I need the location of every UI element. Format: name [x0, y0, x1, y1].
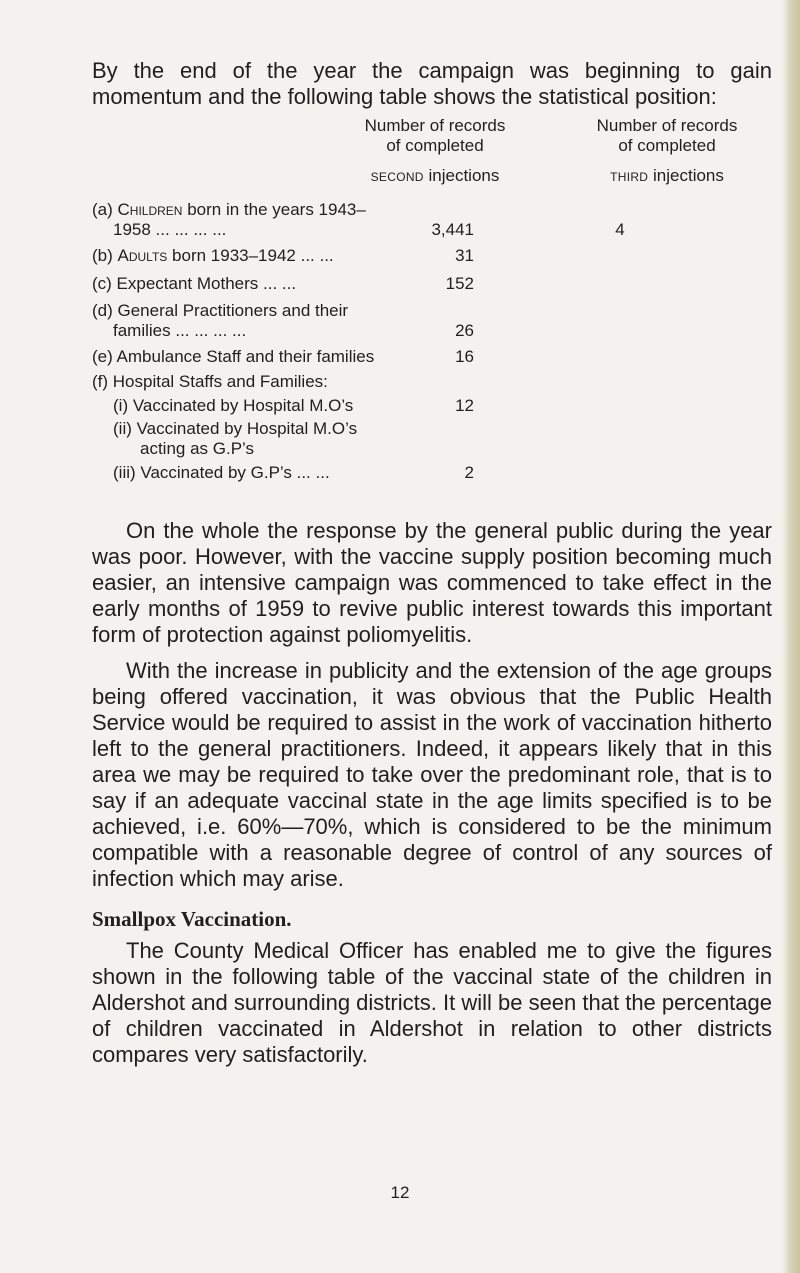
header-line: second [370, 166, 424, 185]
row-keyword: Adults [117, 246, 168, 265]
header-line: injections [648, 166, 724, 185]
row-text: born 1933–1942 [167, 246, 296, 265]
row-label [92, 200, 442, 240]
page-number: 12 [390, 1183, 410, 1202]
header-line: of completed [386, 136, 484, 155]
row-label [92, 419, 442, 459]
value-second: 12 [455, 396, 474, 415]
intro-paragraph: By the end of the year the campaign was beginning to gain momentum and the following table shows the statistical position: [92, 58, 772, 109]
column-header-second-injections [315, 116, 555, 186]
row-text: (i) Vaccinated by Hospital M.O’s [113, 396, 354, 415]
row-text: 1958 [113, 220, 151, 239]
row-label [92, 372, 442, 392]
row-label [92, 396, 442, 416]
header-line: third [610, 166, 649, 185]
value-second: 31 [455, 246, 474, 265]
dot-leader: ... ... [295, 246, 334, 265]
document-page [92, 58, 772, 1078]
row-label [92, 301, 442, 341]
row-prefix: (a) [92, 200, 113, 219]
row-text: acting as G.P’s [140, 439, 255, 458]
value-second: 2 [464, 463, 474, 482]
row-text: families [113, 321, 171, 340]
row-label [92, 246, 442, 266]
paragraph: On the whole the response by the general public during the year was poor. However, with the vaccine supply position becoming much easier, an intensive campaign was commenced to take effect in the early months of 1959 to revive public interest towards this important form of protection against poliomyelitis. [92, 518, 772, 647]
row-prefix: (b) [92, 246, 113, 265]
dot-leader: ... ... ... ... [170, 321, 247, 340]
row-label [92, 463, 442, 483]
row-text: (c) Expectant Mothers [92, 274, 259, 293]
row-keyword: Children [117, 200, 183, 219]
header-line: Number of records [364, 116, 506, 135]
dot-leader: ... ... [258, 274, 297, 293]
paragraph: The County Medical Officer has enabled me to give the figures shown in the following table of the vaccinal state of the children in Aldershot and surrounding districts. It will be seen that the percentage of children vaccinated in Aldershot in relation to other districts compares very satisfactorily. [92, 938, 772, 1067]
row-text: (iii) Vaccinated by G.P’s [113, 463, 292, 482]
header-line: Number of records [596, 116, 738, 135]
page-edge-shadow [782, 0, 800, 1273]
row-text: (f) Hospital Staffs and Families: [92, 372, 328, 391]
value-second: 3,441 [431, 220, 474, 239]
column-header-third-injections [542, 116, 792, 186]
header-line: of completed [618, 136, 716, 155]
value-third: 4 [615, 220, 625, 239]
section-heading: Smallpox Vaccination. [92, 907, 292, 931]
paragraph: With the increase in publicity and the extension of the age groups being offered vaccination, it was obvious that the Public Health Service would be required to assist in the work of vaccination hitherto left to the general practitioners. Indeed, it appears likely that in this area we may be required to take over the predominant role, that is to say if an adequate vaccinal state in the age limits specified is to be achieved, i.e. 60%—70%, which is considered to be the minimum compatible with a reasonable degree of control of any sources of infection which may arise. [92, 658, 772, 891]
row-text: (e) Ambulance Staff and their families [92, 347, 375, 366]
row-text: born in the years 1943– [182, 200, 366, 219]
dot-leader: ... ... ... ... [150, 220, 227, 239]
row-text: (ii) Vaccinated by Hospital M.O’s [113, 419, 358, 438]
row-label [92, 274, 442, 294]
value-second: 152 [445, 274, 474, 293]
value-second: 16 [455, 347, 474, 366]
value-second: 26 [455, 321, 474, 340]
dot-leader: ... ... [291, 463, 330, 482]
statistics-table [92, 116, 772, 621]
header-line: injections [423, 166, 500, 185]
row-text: (d) General Practitioners and their [92, 301, 349, 320]
row-label [92, 347, 442, 367]
